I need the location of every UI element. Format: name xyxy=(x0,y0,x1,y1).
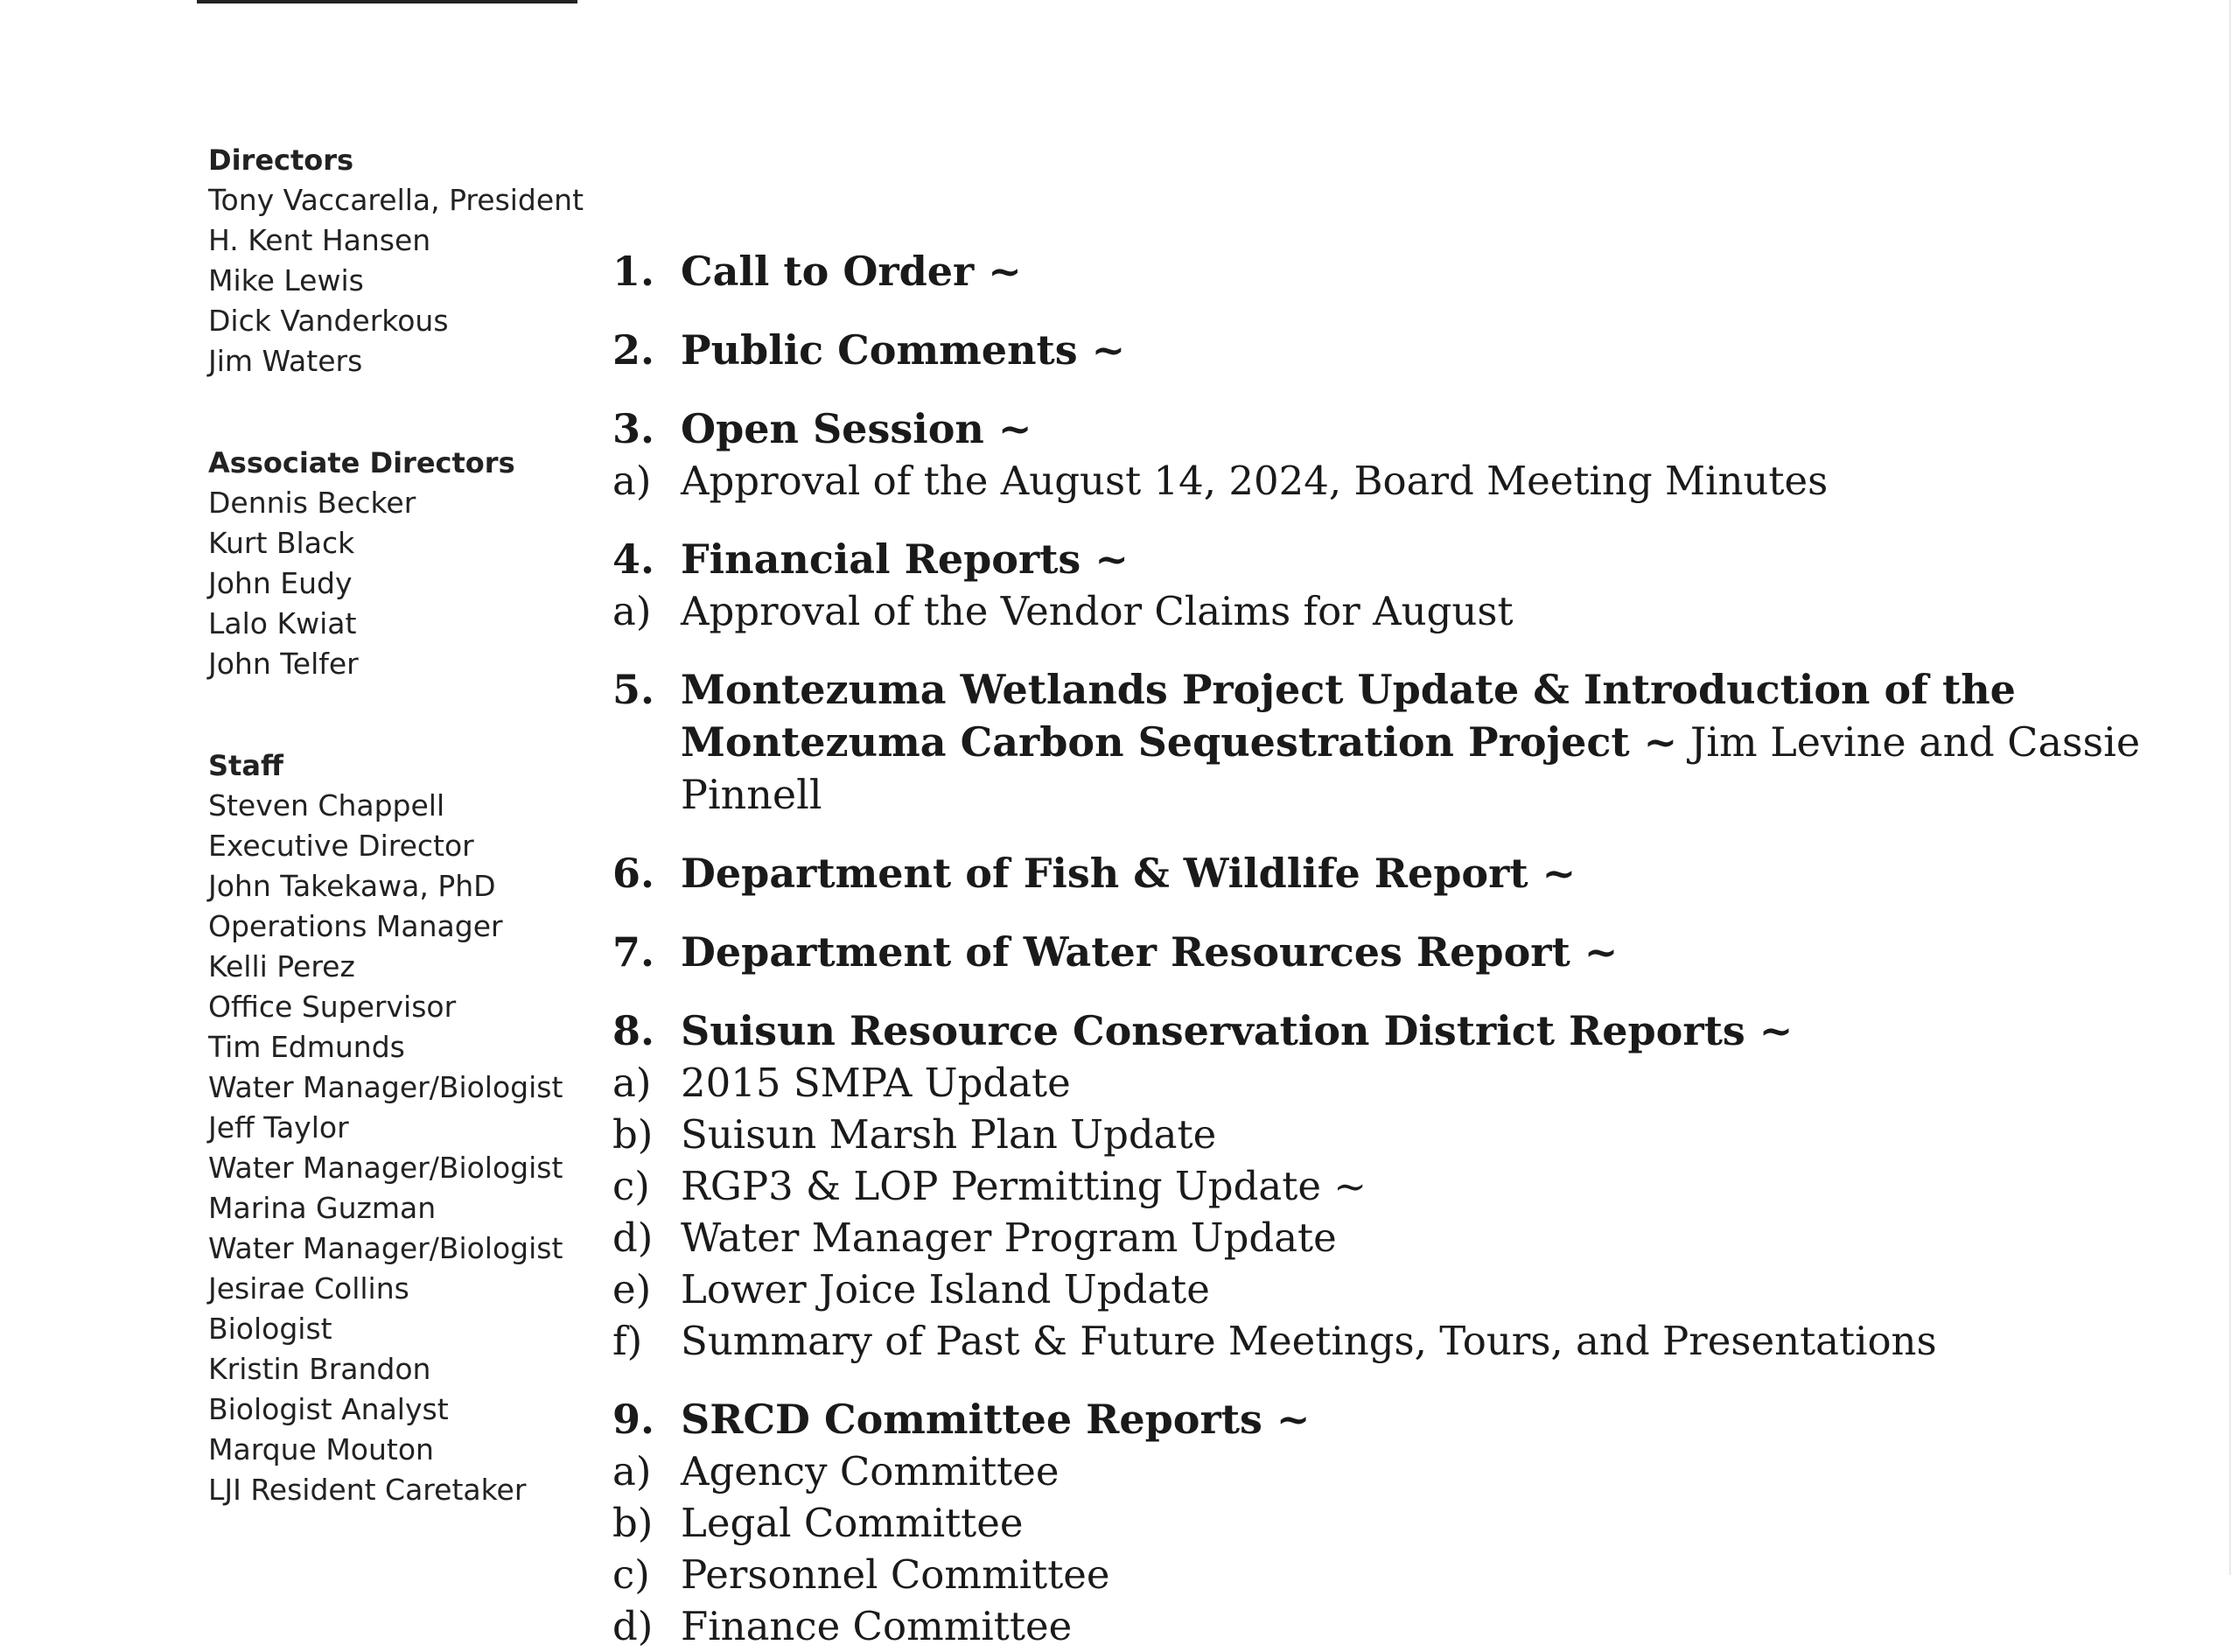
agenda-item xyxy=(612,663,2187,821)
staff-line: Operations Manager xyxy=(208,909,503,943)
associate-directors-title: Associate Directors xyxy=(208,446,515,480)
staff-line: Steven Chappell xyxy=(208,788,445,822)
agenda-subitem xyxy=(612,1264,2187,1315)
agenda-item-presenter: Jim Levine and Cassie Pinnell xyxy=(681,718,2141,818)
staff-line: Jesirae Collins xyxy=(208,1271,409,1306)
agenda-item xyxy=(612,324,2187,376)
agenda-subitem xyxy=(612,1160,2187,1212)
agenda-item-number: 3. xyxy=(612,405,655,452)
agenda-item xyxy=(612,1004,2187,1367)
associate-director-name: Lalo Kwiat xyxy=(208,606,357,640)
staff-line: Biologist Analyst xyxy=(208,1392,449,1426)
director-name: H. Kent Hansen xyxy=(208,223,431,257)
agenda-subitem xyxy=(612,1057,2187,1109)
staff-line: Marina Guzman xyxy=(208,1191,437,1225)
staff-line: Biologist xyxy=(208,1312,332,1346)
subitem-text: Summary of Past & Future Meetings, Tours, and Presentations xyxy=(681,1318,1937,1364)
directors-group xyxy=(208,140,593,382)
staff-line: Jeff Taylor xyxy=(208,1110,349,1144)
agenda-item-title: Department of Water Resources Report ~ xyxy=(681,928,1619,976)
agenda-item-title: Public Comments ~ xyxy=(681,326,1126,374)
agenda-item-number: 9. xyxy=(612,1396,655,1443)
associate-director-name: John Telfer xyxy=(208,647,359,681)
subitem-text: Suisun Marsh Plan Update xyxy=(681,1111,1217,1158)
agenda-subitem xyxy=(612,1315,2187,1367)
staff-title: Staff xyxy=(208,749,283,782)
top-rule xyxy=(197,0,577,4)
agenda-item-number: 6. xyxy=(612,850,655,897)
subitem-text: Approval of the Vendor Claims for August xyxy=(681,588,1514,634)
subitem-letter: a) xyxy=(612,458,652,504)
subitem-text: Lower Joice Island Update xyxy=(681,1266,1210,1312)
sidebar xyxy=(208,140,593,1572)
agenda-item-title: SRCD Committee Reports ~ xyxy=(681,1396,1311,1443)
agenda-item-number: 1. xyxy=(612,248,655,295)
agenda-subitem xyxy=(612,1600,2187,1652)
agenda-subitem xyxy=(612,1212,2187,1264)
agenda-item-title: Department of Fish & Wildlife Report ~ xyxy=(681,850,1577,897)
agenda-item xyxy=(612,533,2187,637)
subitem-letter: c) xyxy=(612,1551,650,1598)
agenda-item-number: 4. xyxy=(612,536,655,583)
agenda-subitem xyxy=(612,455,2187,507)
subitem-text: Legal Committee xyxy=(681,1500,1024,1546)
subitem-text: Agency Committee xyxy=(681,1448,1060,1494)
director-name: Dick Vanderkous xyxy=(208,304,449,338)
agenda-item-title: Suisun Resource Conservation District Reports ~ xyxy=(681,1007,1794,1054)
staff-line: Water Manager/Biologist xyxy=(208,1151,563,1185)
staff-line: LJI Resident Caretaker xyxy=(208,1473,527,1507)
subitem-text: Water Manager Program Update xyxy=(681,1214,1337,1261)
associate-director-name: John Eudy xyxy=(208,566,353,600)
staff-line: Executive Director xyxy=(208,829,474,863)
agenda-item-body xyxy=(681,663,2187,821)
staff-line: Water Manager/Biologist xyxy=(208,1231,563,1265)
director-name: Jim Waters xyxy=(208,344,363,378)
subitem-letter: d) xyxy=(612,1603,654,1649)
agenda-subitem xyxy=(612,1497,2187,1549)
agenda-item-title: Call to Order ~ xyxy=(681,248,1022,295)
subitem-letter: a) xyxy=(612,588,652,634)
subitem-text: Approval of the August 14, 2024, Board Meeting Minutes xyxy=(681,458,1829,504)
subitem-letter: b) xyxy=(612,1500,654,1546)
staff-line: Office Supervisor xyxy=(208,990,457,1024)
directors-title: Directors xyxy=(208,144,354,177)
subitem-text: Personnel Committee xyxy=(681,1551,1110,1598)
subitem-text: Finance Committee xyxy=(681,1603,1073,1649)
agenda-item-number: 8. xyxy=(612,1007,655,1054)
staff-line: Kelli Perez xyxy=(208,949,355,984)
agenda-subitem xyxy=(612,1446,2187,1497)
staff-group xyxy=(208,746,593,1510)
agenda-item-title: Open Session ~ xyxy=(681,405,1032,452)
agenda-item-number: 5. xyxy=(612,666,655,713)
staff-line: John Takekawa, PhD xyxy=(208,869,496,903)
agenda-item-number: 2. xyxy=(612,326,655,374)
subitem-text: RGP3 & LOP Permitting Update ~ xyxy=(681,1163,1367,1209)
subitem-text: 2015 SMPA Update xyxy=(681,1060,1071,1106)
agenda-subitem xyxy=(612,1109,2187,1160)
associate-director-name: Kurt Black xyxy=(208,526,355,560)
agenda-item xyxy=(612,926,2187,978)
subitem-letter: c) xyxy=(612,1163,650,1209)
subitem-letter: e) xyxy=(612,1266,652,1312)
subitem-letter: f) xyxy=(612,1318,643,1364)
staff-line: Kristin Brandon xyxy=(208,1352,431,1386)
agenda-item-title: Montezuma Wetlands Project Update & Introduction of the Montezuma Carbon Sequestration Project ~ xyxy=(681,666,2016,766)
agenda-item xyxy=(612,847,2187,900)
staff-line: Water Manager/Biologist xyxy=(208,1070,563,1104)
subitem-letter: a) xyxy=(612,1060,652,1106)
agenda-item xyxy=(612,1393,2187,1652)
agenda-list xyxy=(612,245,2187,1652)
director-name: Mike Lewis xyxy=(208,263,364,298)
subitem-letter: b) xyxy=(612,1111,654,1158)
agenda-item xyxy=(612,402,2187,507)
agenda-item-number: 7. xyxy=(612,928,655,976)
agenda-item-title: Financial Reports ~ xyxy=(681,536,1129,583)
associate-director-name: Dennis Becker xyxy=(208,486,416,520)
agenda-item xyxy=(612,245,2187,298)
subitem-letter: a) xyxy=(612,1448,652,1494)
associate-directors-group xyxy=(208,443,593,684)
staff-line: Marque Mouton xyxy=(208,1432,434,1466)
agenda-subitem xyxy=(612,585,2187,637)
staff-line: Tim Edmunds xyxy=(208,1030,405,1064)
director-name: Tony Vaccarella, President xyxy=(208,183,584,217)
subitem-letter: d) xyxy=(612,1214,654,1261)
